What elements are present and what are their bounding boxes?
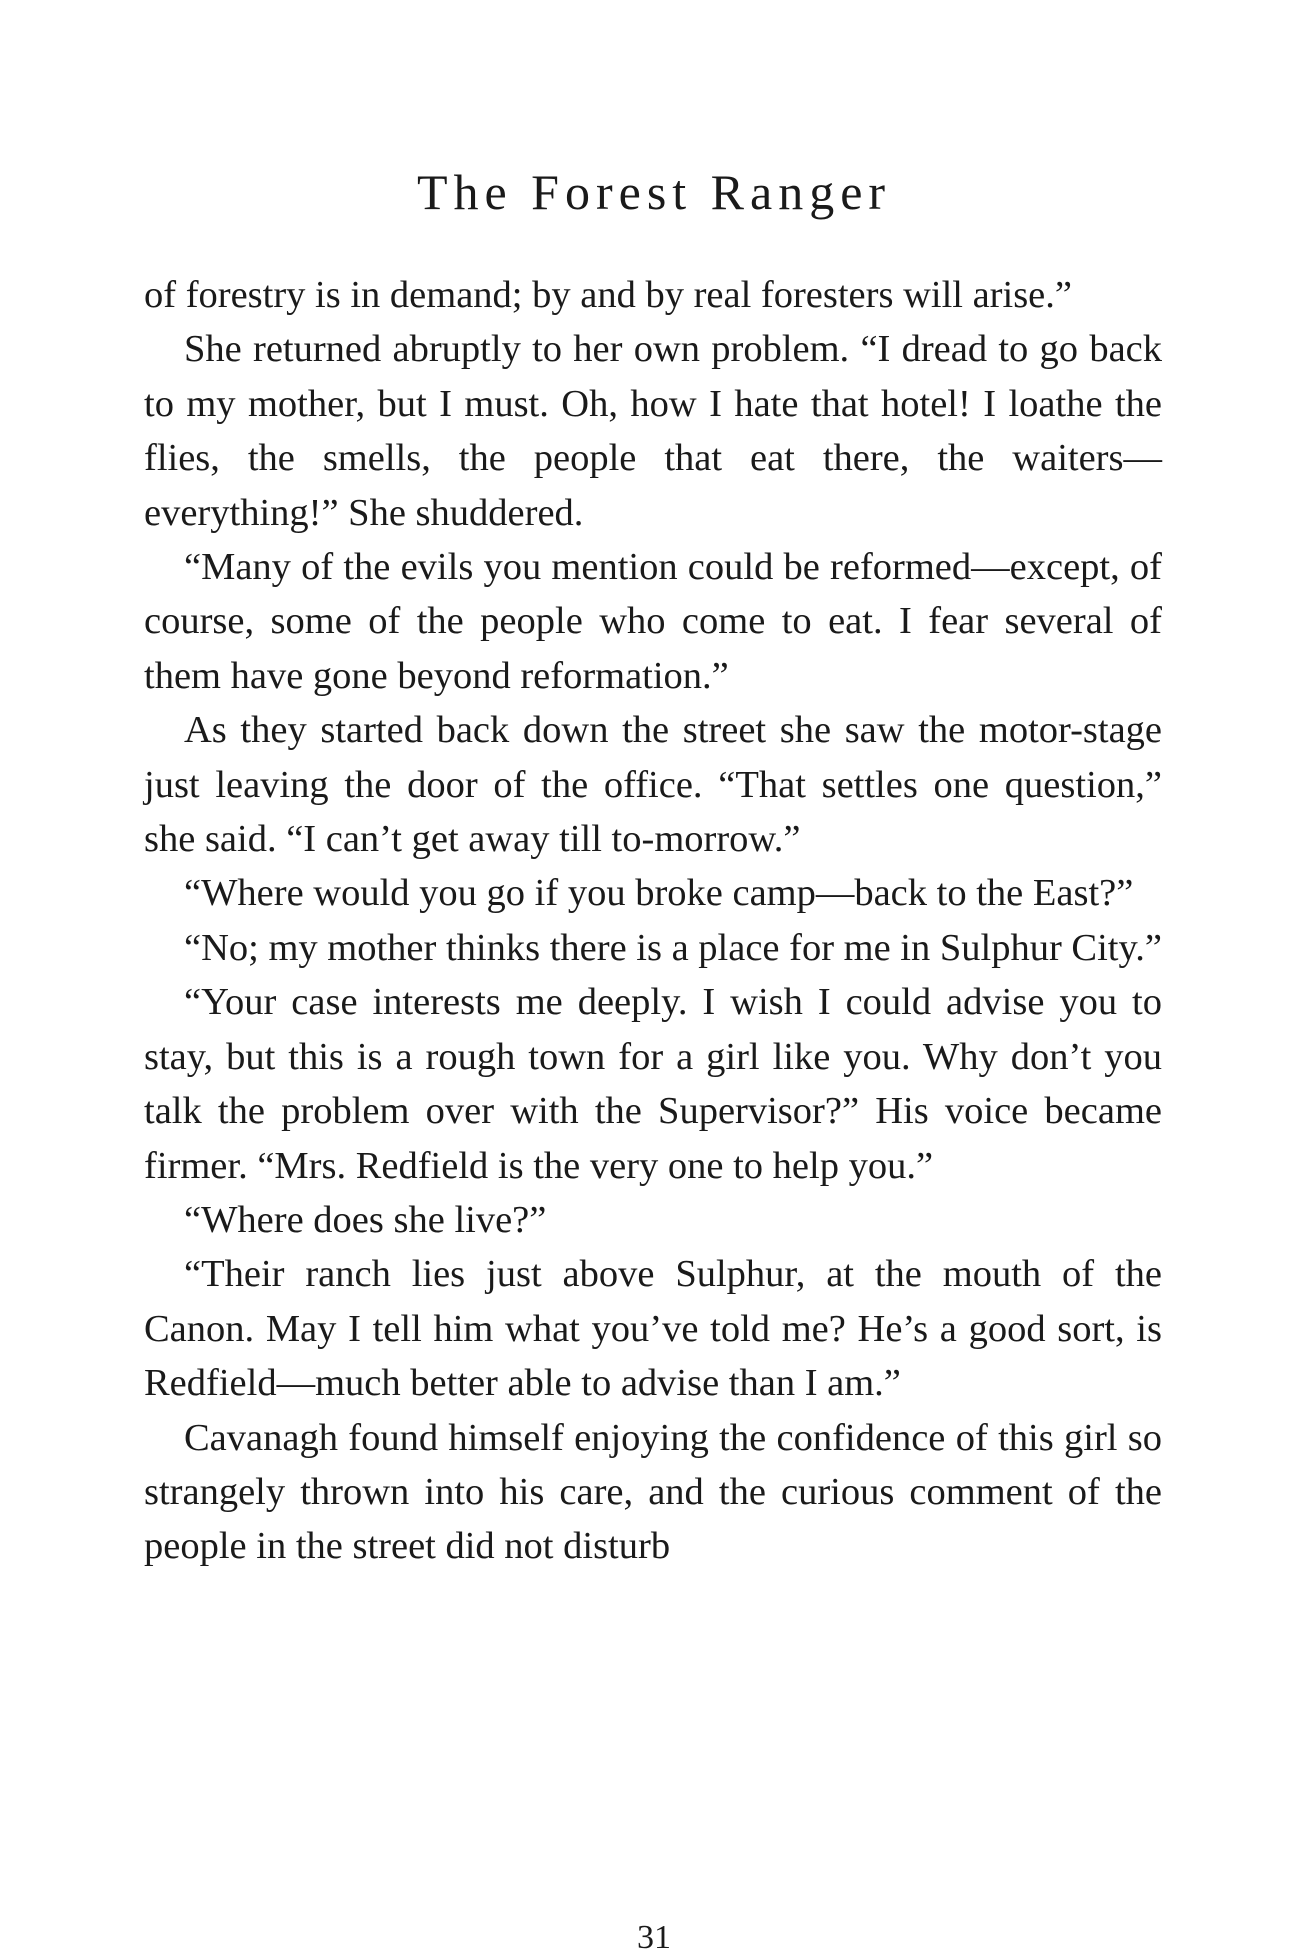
paragraph: “Their ranch lies just above Sulphur, at the mouth of the Canon. May I tell him what you’ve told me? He’s a good sort, is Redfield—much better able to advise than I am.” xyxy=(144,1253,1162,1405)
paragraph: “Where does she live?” xyxy=(184,1198,547,1241)
paragraph: “Many of the evils you mention could be reformed—except, of course, some of the people who come to eat. I fear several of them have gone beyond reformation.” xyxy=(144,546,1162,697)
paragraph: “Your case interests me deeply. I wish I could advise you to stay, but this is a rough town for a girl like you. Why don’t you talk the problem over with the Supervisor?” His voice became firmer. “Mrs. Redfield is the very one to help you.” xyxy=(144,981,1162,1187)
paragraph: Cavanagh found himself enjoying the confidence of this girl so strangely thrown into his care, and the curious comment of the people in the street did not disturb xyxy=(144,1416,1162,1568)
running-head: The Forest Ranger xyxy=(416,164,892,220)
page-number: 31 xyxy=(637,1919,671,1956)
paragraph-continued: of forestry is in demand; by and by real foresters will arise.” xyxy=(144,274,1072,316)
paragraph: She returned abruptly to her own problem. “I dread to go back to my mother, but I must. Oh, how I hate that hotel! I loathe the flies, the smells, the people that eat there, the waiters—everything!” She shuddered. xyxy=(144,328,1162,534)
paragraph: As they started back down the street she saw the motor-stage just leaving the door of the office. “That settles one question,” she said. “I can’t get away till to-morrow.” xyxy=(144,709,1162,861)
body-text xyxy=(144,268,1162,1574)
paragraph: “Where would you go if you broke camp—back to the East?” xyxy=(184,872,1134,915)
paragraph: “No; my mother thinks there is a place for me in Sulphur City.” xyxy=(184,926,1162,969)
